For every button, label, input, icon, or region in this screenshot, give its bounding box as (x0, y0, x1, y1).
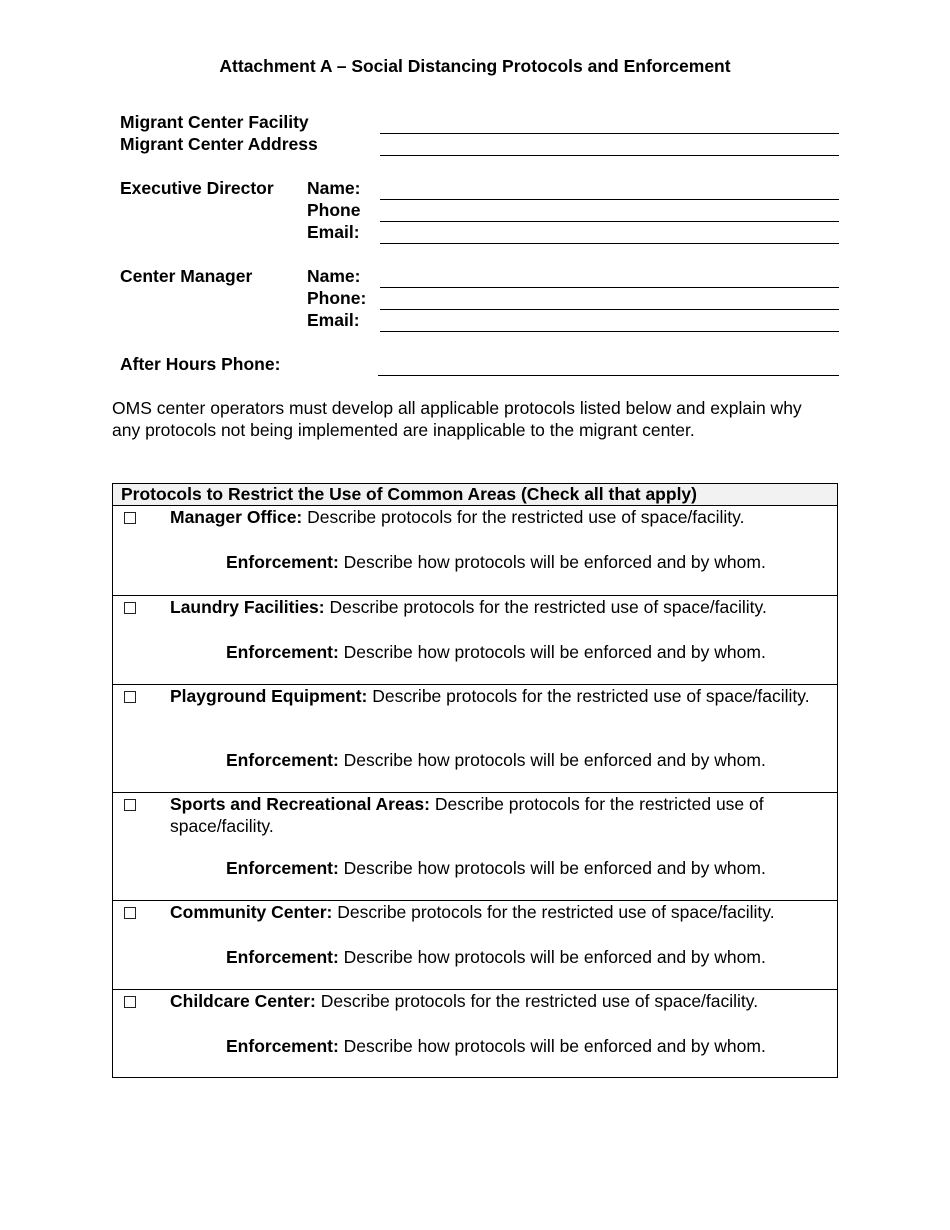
row-description (170, 990, 832, 1012)
table-row (113, 989, 837, 1077)
row-description (170, 793, 832, 837)
row-desc-text: Describe protocols for the restricted use of space/facility. (170, 794, 764, 836)
page-title: Attachment A – Social Distancing Protocols and Enforcement (219, 56, 731, 76)
enforcement-text: Describe how protocols will be enforced and by whom. (338, 947, 766, 967)
ed-name-field[interactable] (380, 199, 839, 200)
executive-director-label: Executive Director (120, 178, 274, 198)
ed-name-label: Name: (307, 178, 361, 198)
intro-paragraph: OMS center operators must develop all applicable protocols listed below and explain why any protocols not being implemented are inapplicable to the migrant center. (112, 398, 802, 440)
row-enforcement (226, 749, 766, 771)
table-row (113, 900, 837, 989)
cm-name-field[interactable] (380, 287, 839, 288)
row-desc-text: Describe protocols for the restricted use of space/facility. (367, 686, 810, 706)
row-description (170, 506, 832, 528)
ed-email-label: Email: (307, 222, 360, 242)
row-desc-text: Describe protocols for the restricted use of space/facility. (324, 597, 767, 617)
row-title: Playground Equipment: (170, 686, 368, 706)
checkbox-playground-equipment[interactable] (124, 691, 136, 703)
row-enforcement (226, 857, 766, 879)
enforcement-label: Enforcement: (226, 552, 339, 572)
enforcement-label: Enforcement: (226, 858, 339, 878)
cm-email-label: Email: (307, 310, 360, 330)
table-row (113, 792, 837, 900)
row-title: Community Center: (170, 902, 333, 922)
enforcement-text: Describe how protocols will be enforced and by whom. (338, 642, 766, 662)
cm-phone-label: Phone: (307, 288, 367, 308)
facility-field[interactable] (380, 133, 839, 134)
row-title: Manager Office: (170, 507, 303, 527)
row-description (170, 596, 832, 618)
facility-label: Migrant Center Facility (120, 112, 309, 132)
after-hours-field[interactable] (378, 375, 839, 376)
row-enforcement (226, 946, 766, 968)
enforcement-label: Enforcement: (226, 1036, 339, 1056)
after-hours-label: After Hours Phone: (120, 354, 281, 374)
row-desc-text: Describe protocols for the restricted use of space/facility. (302, 507, 745, 527)
enforcement-text: Describe how protocols will be enforced and by whom. (338, 750, 766, 770)
ed-email-field[interactable] (380, 243, 839, 244)
table-row (113, 684, 837, 792)
row-enforcement (226, 641, 766, 663)
checkbox-laundry-facilities[interactable] (124, 602, 136, 614)
cm-name-label: Name: (307, 266, 361, 286)
table-header: Protocols to Restrict the Use of Common Areas (Check all that apply) (113, 484, 837, 506)
cm-email-field[interactable] (380, 331, 839, 332)
ed-phone-label: Phone (307, 200, 361, 220)
row-desc-text: Describe protocols for the restricted use of space/facility. (315, 991, 759, 1011)
ed-phone-field[interactable] (380, 221, 839, 222)
row-description (170, 685, 832, 707)
row-enforcement (226, 551, 766, 573)
row-title: Childcare Center: (170, 991, 316, 1011)
row-title: Sports and Recreational Areas: (170, 794, 430, 814)
enforcement-label: Enforcement: (226, 947, 339, 967)
protocols-table (112, 483, 838, 1078)
center-manager-label: Center Manager (120, 266, 253, 286)
address-label: Migrant Center Address (120, 134, 318, 154)
row-description (170, 901, 832, 923)
enforcement-text: Describe how protocols will be enforced and by whom. (338, 858, 766, 878)
row-desc-text: Describe protocols for the restricted use of space/facility. (332, 902, 775, 922)
checkbox-childcare-center[interactable] (124, 996, 136, 1008)
enforcement-text: Describe how protocols will be enforced and by whom. (338, 1036, 766, 1056)
row-title: Laundry Facilities: (170, 597, 325, 617)
table-row (113, 595, 837, 684)
cm-phone-field[interactable] (380, 309, 839, 310)
enforcement-label: Enforcement: (226, 642, 339, 662)
row-enforcement (226, 1035, 766, 1057)
table-row (113, 506, 837, 595)
checkbox-sports-recreational[interactable] (124, 799, 136, 811)
address-field[interactable] (380, 155, 839, 156)
enforcement-label: Enforcement: (226, 750, 339, 770)
checkbox-community-center[interactable] (124, 907, 136, 919)
checkbox-manager-office[interactable] (124, 512, 136, 524)
enforcement-text: Describe how protocols will be enforced and by whom. (338, 552, 766, 572)
